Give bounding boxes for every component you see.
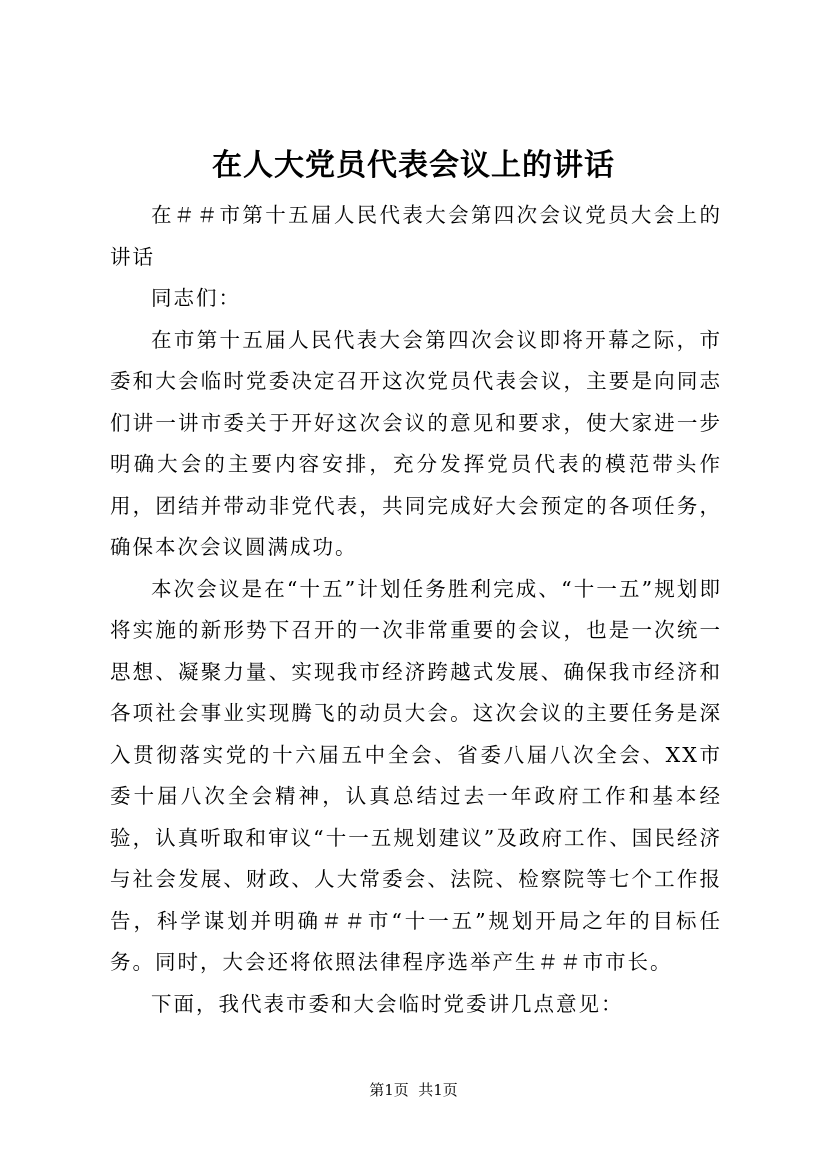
paragraph-transition: 下面，我代表市委和大会临时党委讲几点意见： [151, 991, 624, 1016]
document-body [110, 195, 722, 1025]
paragraph-meeting-tasks: 本次会议是在“十五”计划任务胜利完成、“十一五”规划即将实施的新形势下召开的一次非常重要的会议，也是一次统一思想、凝聚力量、实现我市经济跨越式发展、确保我市经济和各项社会事业实现腾飞的动员大会。这次会议的主要任务是深入贯彻落实党的十六届五中全会、省委八届八次全会、XX市委十届八次全会精神，认真总结过去一年政府工作和基本经验，认真听取和审议“十一五规划建议”及政府工作、国民经济与社会发展、财政、人大常委会、法院、检察院等七个工作报告，科学谋划并明确＃＃市“十一五”规划开局之年的目标任务。同时，大会还将依照法律程序选举产生＃＃市市长。 [110, 576, 722, 974]
page-footer [0, 1080, 827, 1100]
paragraph-opening: 在市第十五届人民代表大会第四次会议即将开幕之际，市委和大会临时党委决定召开这次党员代表会议，主要是向同志们讲一讲市委关于开好这次会议的意见和要求，使大家进一步明确大会的主要内容安排，充分发挥党员代表的模范带头作用，团结并带动非党代表，共同完成好大会预定的各项任务，确保本次会议圆满成功。 [110, 327, 722, 559]
document-title: 在人大党员代表会议上的讲话 [212, 148, 615, 183]
page-number-label: 第1页 共1页 [369, 1081, 458, 1099]
paragraph-salutation: 同志们： [151, 286, 241, 310]
paragraph-subtitle: 在＃＃市第十五届人民代表大会第四次会议党员大会上的讲话 [110, 203, 722, 269]
